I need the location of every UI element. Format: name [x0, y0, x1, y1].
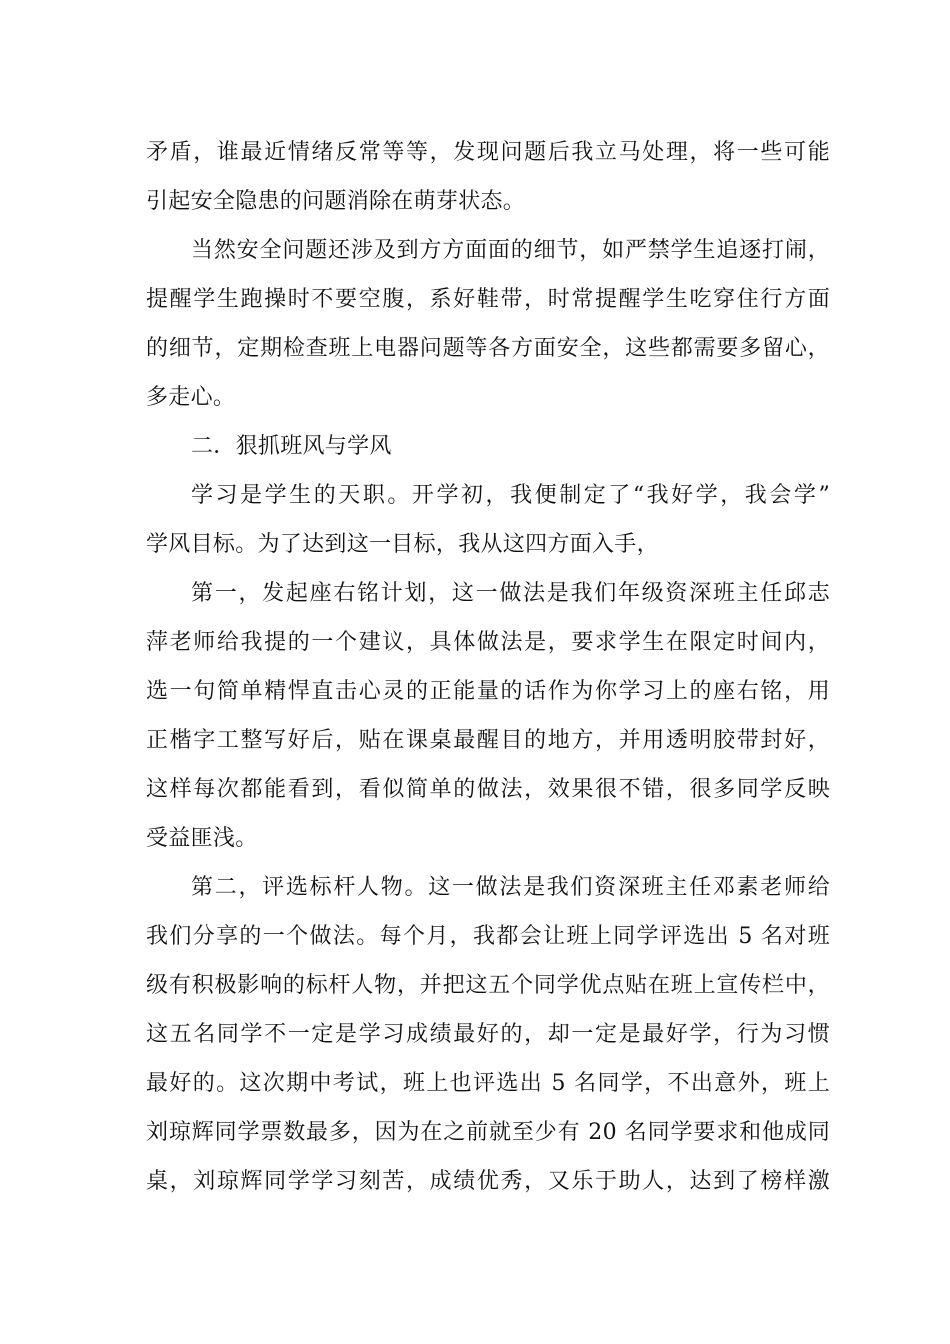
text-line: 矛盾，谁最近情绪反常等等，发现问题后我立马处理，将一些可能	[146, 140, 830, 165]
text-line: 刘琼辉同学票数最多，因为在之前就至少有 20 名同学要求和他成同	[146, 1120, 830, 1145]
text-line: 我们分享的一个做法。每个月，我都会让班上同学评选出 5 名对班	[146, 924, 830, 949]
text-line: 的细节，定期检查班上电器问题等各方面安全，这些都需要多留心，	[146, 336, 830, 361]
text-line: 这样每次都能看到，看似简单的做法，效果很不错，很多同学反映	[146, 777, 830, 802]
text-line: 级有积极影响的标杆人物，并把这五个同学优点贴在班上宣传栏中，	[146, 973, 830, 998]
text-line: 学风目标。为了达到这一目标，我从这四方面入手，	[146, 532, 659, 557]
text-line: 桌，刘琼辉同学学习刻苦，成绩优秀，又乐于助人，达到了榜样激	[146, 1169, 830, 1194]
text-line: 选一句简单精悍直击心灵的正能量的话作为你学习上的座右铭，用	[146, 679, 830, 704]
text-line: 第一，发起座右铭计划，这一做法是我们年级资深班主任邱志	[191, 581, 830, 606]
text-line: 第二，评选标杆人物。这一做法是我们资深班主任邓素老师给	[191, 875, 830, 900]
text-line: 提醒学生跑操时不要空腹，系好鞋带，时常提醒学生吃穿住行方面	[146, 287, 830, 312]
text-line: 这五名同学不一定是学习成绩最好的，却一定是最好学，行为习惯	[146, 1022, 830, 1047]
text-line: 多走心。	[146, 385, 236, 410]
text-line: 正楷字工整写好后，贴在课桌最醒目的地方，并用透明胶带封好，	[146, 728, 830, 753]
body-text	[146, 128, 830, 1206]
text-line: 最好的。这次期中考试，班上也评选出 5 名同学，不出意外，班上	[146, 1071, 830, 1096]
text-line: 受益匪浅。	[146, 826, 258, 851]
text-line: 学习是学生的天职。开学初，我便制定了“我好学，我会学”	[191, 483, 830, 508]
text-line: 当然安全问题还涉及到方方面面的细节，如严禁学生追逐打闹，	[191, 238, 830, 263]
section-heading: 二．狠抓班风与学风	[191, 434, 392, 459]
text-line: 引起安全隐患的问题消除在萌芽状态。	[146, 189, 526, 214]
text-line: 萍老师给我提的一个建议，具体做法是，要求学生在限定时间内，	[146, 630, 830, 655]
